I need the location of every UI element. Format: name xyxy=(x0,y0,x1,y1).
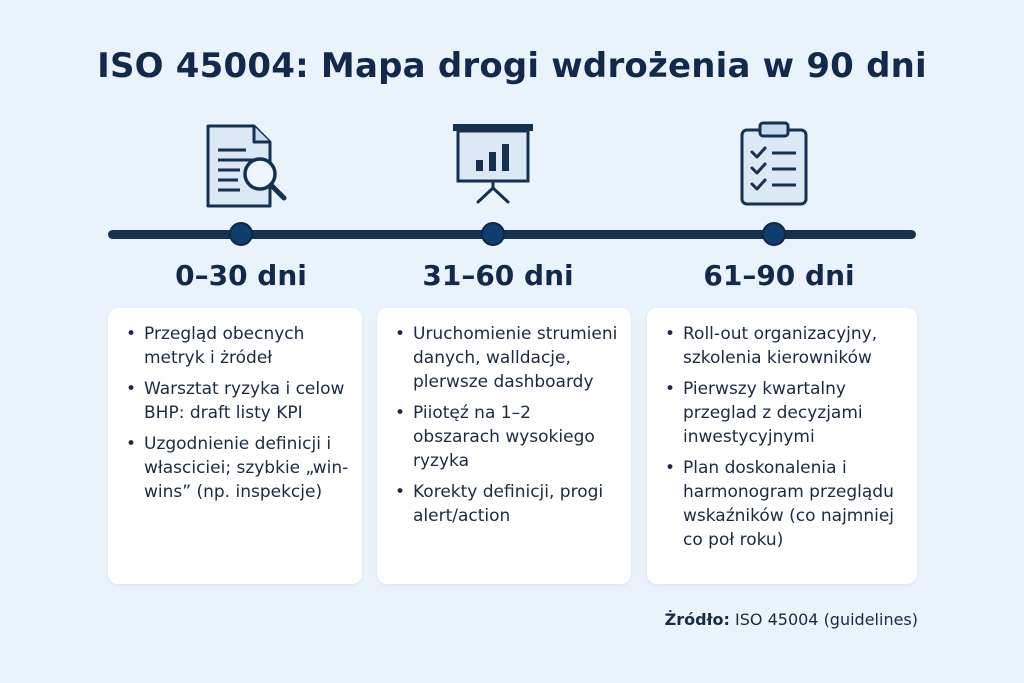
page-title: ISO 45004: Mapa drogi wdrożenia w 90 dni xyxy=(97,46,927,86)
phase-2-item-3: • Korekty definicji, progi alert/action xyxy=(393,480,619,528)
phase-label-2: 31–60 dni xyxy=(422,259,574,292)
phase-1-item-2: • Warsztat ryzyka i celow BHP: draft listy KPI xyxy=(124,377,350,425)
document-search-icon xyxy=(200,122,292,212)
phase-card-2 xyxy=(377,308,631,584)
phase-2-item-1: • Uruchomienie strumieni danych, walldacje, plerwsze dashboardy xyxy=(393,322,619,394)
source-label: Żródło: xyxy=(664,610,730,629)
presentation-chart-icon xyxy=(450,122,536,206)
phase-card-3 xyxy=(647,308,917,584)
phase-card-1 xyxy=(108,308,362,584)
source-note xyxy=(665,610,918,629)
phase-label-1: 0–30 dni xyxy=(175,259,307,292)
phase-3-item-1: • Roll-out organizacyjny, szkolenia kierowników xyxy=(663,322,905,370)
phase-1-item-3: • Uzgodnienie definicji i własciciei; szybkie „win-wins” (np. inspekcje) xyxy=(124,432,350,504)
phase-2-item-2: • Piiotęź na 1–2 obszarach wysokiego ryzyka xyxy=(393,401,619,473)
phase-1-item-1: • Przegląd obecnych metryk i żródeł xyxy=(124,322,350,370)
timeline-node-2 xyxy=(481,222,505,246)
phase-3-item-2: • Pierwszy kwartalny przeglad z decyzjami inwestycyjnymi xyxy=(663,377,905,449)
timeline-node-1 xyxy=(229,222,253,246)
phase-label-3: 61–90 dni xyxy=(703,259,855,292)
phase-3-item-3: • Plan doskonalenia i harmonogram przeglądu wskaźników (co najmniej co poł roku) xyxy=(663,456,905,552)
timeline-node-3 xyxy=(762,222,786,246)
clipboard-checklist-icon xyxy=(736,120,812,208)
source-text: ISO 45004 (guidelines) xyxy=(729,610,918,629)
